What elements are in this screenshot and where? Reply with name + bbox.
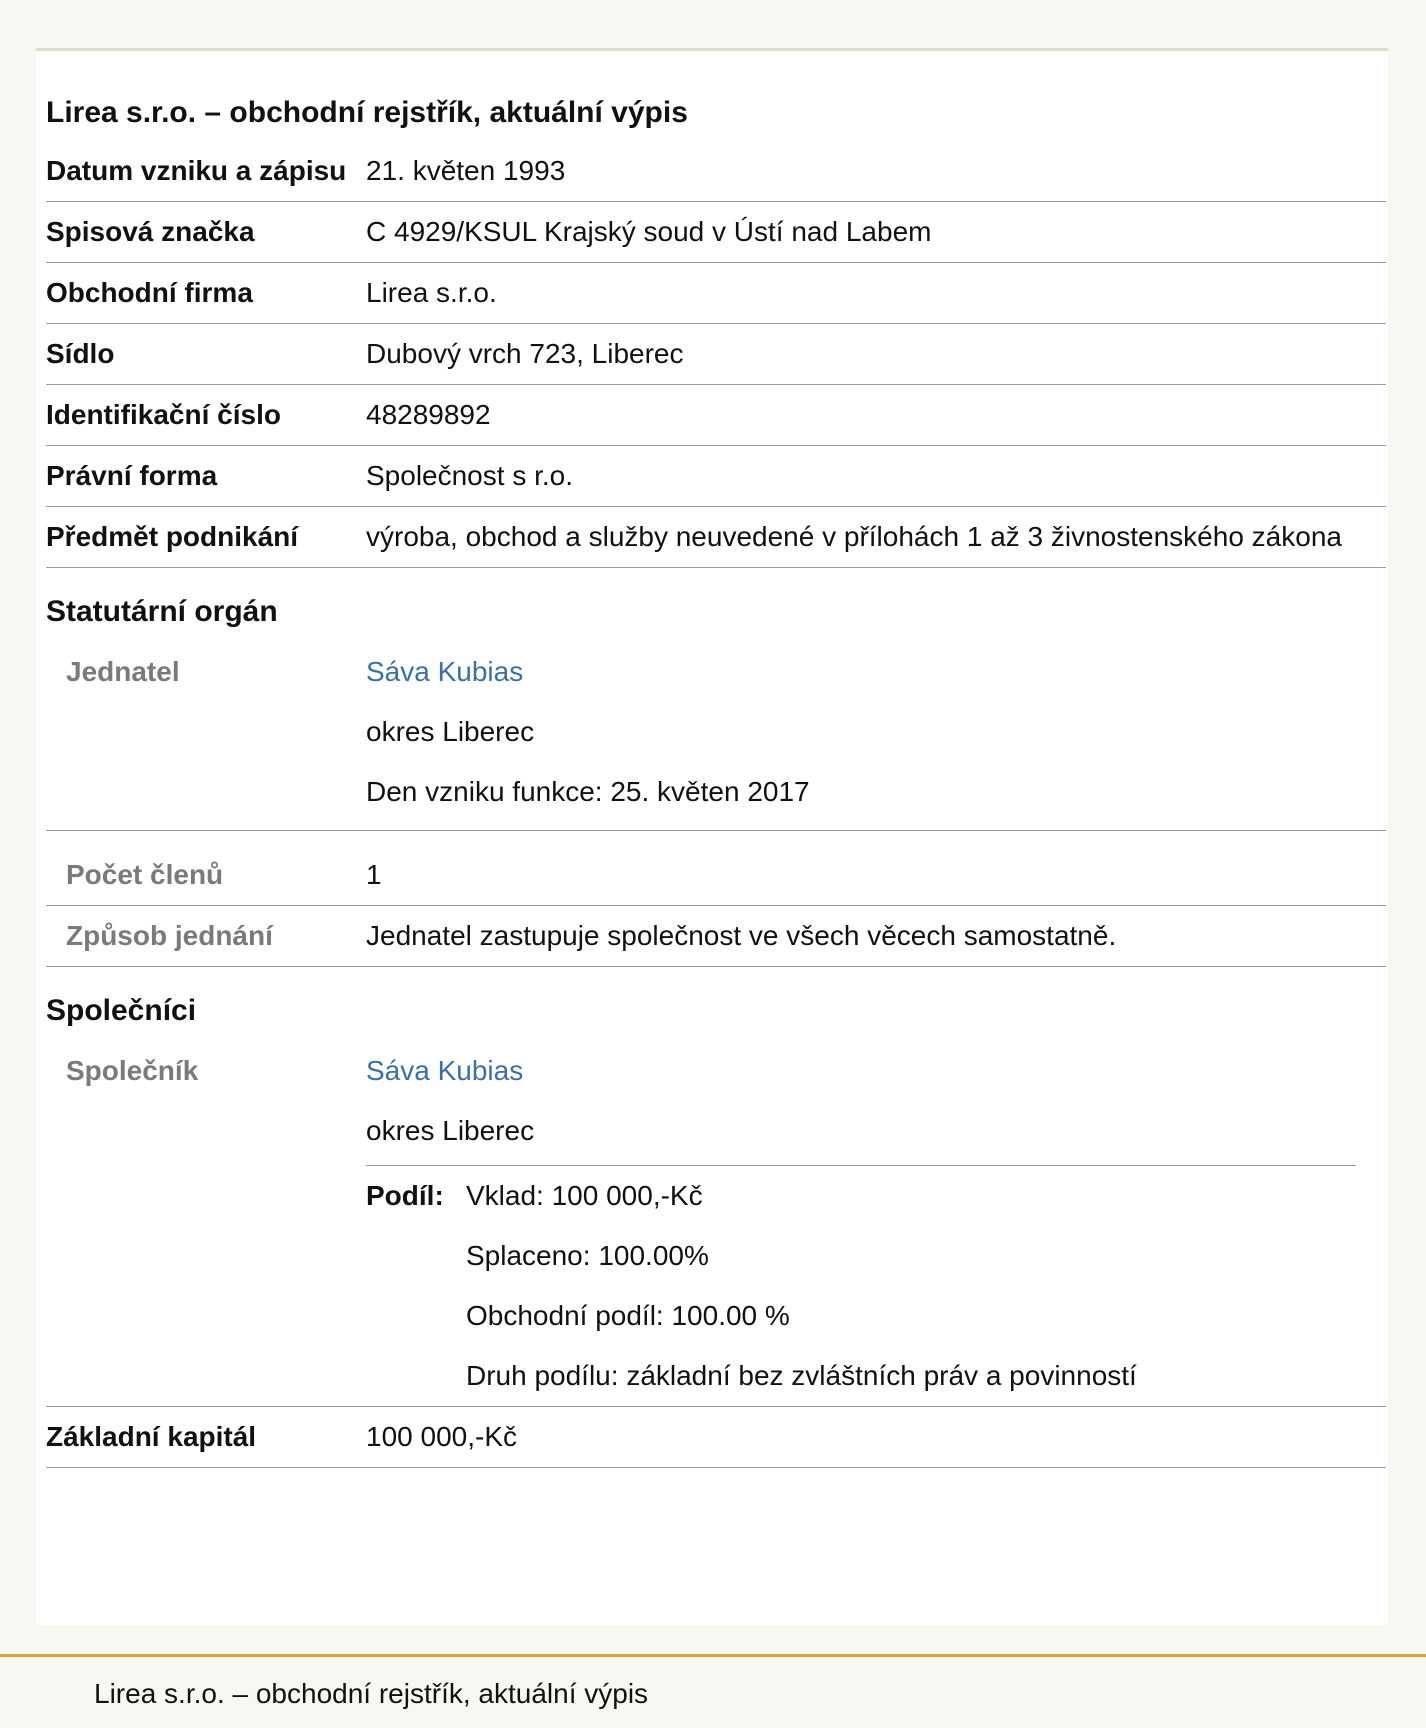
jednatel-funkce: Den vzniku funkce: 25. květen 2017 <box>366 776 810 807</box>
content-card <box>36 48 1388 1625</box>
row-spolecnik <box>46 1041 1386 1407</box>
row-sidlo <box>46 324 1386 385</box>
row-label: Datum vzniku a zápisu <box>46 155 347 186</box>
row-predmet-podnikani <box>46 507 1386 568</box>
row-value: Lirea s.r.o. <box>366 277 497 308</box>
row-value: Jednatel zastupuje společnost ve všech věcech samostatně. <box>366 920 1117 951</box>
row-value: Dubový vrch 723, Liberec <box>366 338 684 369</box>
page-title: Lirea s.r.o. – obchodní rejstřík, aktuální výpis <box>46 96 688 129</box>
row-value: 100 000,-Kč <box>366 1421 517 1452</box>
row-label: Spisová značka <box>46 216 255 247</box>
podil-vklad: Vklad: 100 000,-Kč <box>466 1180 703 1211</box>
jednatel-okres: okres Liberec <box>366 716 535 747</box>
row-label: Právní forma <box>46 460 218 491</box>
spolecnik-okres: okres Liberec <box>366 1115 535 1146</box>
row-value: 1 <box>366 859 382 890</box>
row-value: 21. květen 1993 <box>366 155 566 186</box>
footer-title: Lirea s.r.o. – obchodní rejstřík, aktuální výpis <box>94 1678 649 1709</box>
podil-druh: Druh podílu: základní bez zvláštních práv a povinností <box>466 1360 1137 1391</box>
row-pravni-forma <box>46 446 1386 507</box>
row-label: Základní kapitál <box>46 1421 257 1452</box>
row-spisova-znacka <box>46 202 1386 263</box>
row-label: Identifikační číslo <box>46 399 281 430</box>
row-value: výroba, obchod a služby neuvedené v přílohách 1 až 3 živnostenského zákona <box>366 521 1342 552</box>
podil-obchodni: Obchodní podíl: 100.00 % <box>466 1300 790 1331</box>
row-zpusob-jednani <box>46 906 1386 967</box>
row-datum-vzniku <box>46 141 1386 202</box>
row-identifikacni-cislo <box>46 385 1386 446</box>
podil-values <box>466 1166 1356 1406</box>
podil-splaceno: Splaceno: 100.00% <box>466 1240 709 1271</box>
row-value: 48289892 <box>366 399 491 430</box>
podil-label: Podíl: <box>366 1180 444 1211</box>
row-label: Způsob jednání <box>66 920 273 951</box>
row-value <box>366 1041 1386 1406</box>
row-value <box>366 642 1386 830</box>
row-pocet-clenu <box>46 831 1386 906</box>
footer-divider <box>0 1654 1426 1657</box>
row-jednatel <box>46 642 1386 831</box>
row-label: Jednatel <box>66 656 180 687</box>
section-spolecnici: Společníci <box>46 994 197 1027</box>
row-value: Společnost s r.o. <box>366 460 574 491</box>
section-statutarni-organ: Statutární orgán <box>46 595 278 628</box>
row-label: Počet členů <box>66 859 224 890</box>
spolecnik-name-link[interactable]: Sáva Kubias <box>366 1055 524 1086</box>
row-value: C 4929/KSUL Krajský soud v Ústí nad Labem <box>366 216 932 247</box>
podil-block <box>366 1165 1356 1406</box>
register-extract <box>46 95 1386 1468</box>
row-label: Sídlo <box>46 338 115 369</box>
row-obchodni-firma <box>46 263 1386 324</box>
row-label: Předmět podnikání <box>46 521 299 552</box>
row-label: Společník <box>66 1055 199 1086</box>
row-label: Obchodní firma <box>46 277 253 308</box>
row-zakladni-kapital <box>46 1407 1386 1468</box>
jednatel-name-link[interactable]: Sáva Kubias <box>366 656 524 687</box>
